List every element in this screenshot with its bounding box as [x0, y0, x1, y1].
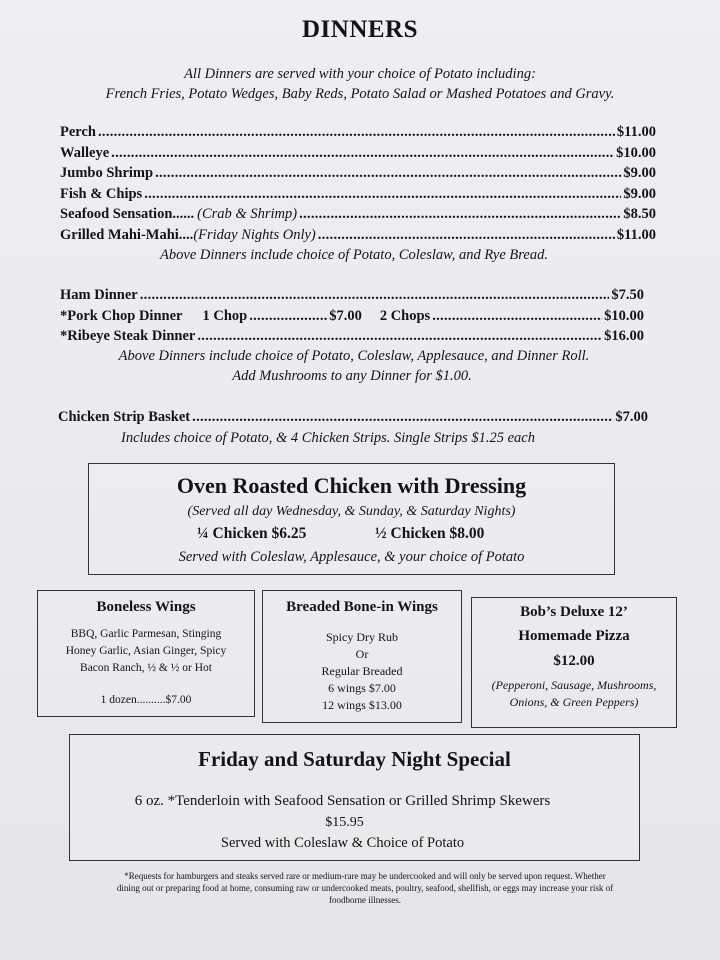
pizza-price: $12.00 — [553, 653, 595, 669]
pizza-title-line-2: Homemade Pizza — [518, 628, 630, 644]
menu-item-price: $11.00 — [616, 227, 656, 243]
weekend-special-box — [69, 734, 640, 861]
boneless-wings-price: 1 dozen..........$7.00 — [100, 694, 192, 706]
special-sides: Served with Coleslaw & Choice of Potato — [220, 835, 465, 851]
pizza-box — [471, 597, 677, 728]
menu-item — [60, 145, 656, 162]
food-safety-disclaimer — [80, 870, 650, 906]
roasted-chicken-box — [88, 463, 615, 575]
half-chicken-price: ½ Chicken $8.00 — [375, 525, 485, 542]
menu-item — [60, 287, 644, 304]
menu-item — [58, 409, 648, 426]
wing-flavors-line-3: Bacon Ranch, ½ & ½ or Hot — [80, 662, 212, 674]
menu-item — [60, 124, 656, 141]
menu-item-name: Grilled Mahi-Mahi.... — [60, 227, 194, 243]
two-chops-price: $10.00 — [604, 308, 644, 324]
wing-flavors-line-2: Honey Garlic, Asian Ginger, Spicy — [65, 645, 227, 657]
special-item: 6 oz. *Tenderloin with Seafood Sensation or Grilled Shrimp Skewers — [134, 793, 551, 809]
group2-footer: Above Dinners include choice of Potato, Coleslaw, Applesauce, and Dinner Roll. — [118, 348, 590, 364]
dot-leader — [299, 206, 621, 223]
menu-item-price: $7.00 — [615, 409, 648, 425]
menu-item-name: Jumbo Shrimp — [60, 165, 154, 181]
wing-flavors-line-1: BBQ, Garlic Parmesan, Stinging — [70, 628, 222, 640]
menu-item-note: (Crab & Shrimp) — [197, 206, 298, 222]
dot-leader — [111, 145, 614, 162]
bonein-wings-box — [262, 590, 462, 723]
menu-item-name: *Pork Chop Dinner — [60, 308, 183, 324]
bonein-wings-title: Breaded Bone-in Wings — [286, 599, 438, 615]
menu-item-price: $8.50 — [623, 206, 656, 222]
one-chop-price: $7.00 — [329, 308, 362, 324]
menu-item-note: (Friday Nights Only) — [193, 227, 316, 243]
intro-line-2: French Fries, Potato Wedges, Baby Reds, Potato Salad or Mashed Potatoes and Gravy. — [105, 86, 615, 102]
dot-leader — [98, 124, 615, 141]
chicken-strip-note: Includes choice of Potato, & 4 Chicken Strips. Single Strips $1.25 each — [121, 430, 535, 446]
roasted-chicken-sides: Served with Coleslaw, Applesauce, & your choice of Potato — [178, 549, 525, 565]
menu-item — [60, 328, 644, 345]
two-chops-label: 2 Chops — [379, 308, 431, 324]
menu-item-name: Seafood Sensation...... — [60, 206, 195, 222]
menu-item-name: Chicken Strip Basket — [58, 409, 191, 425]
menu-item-price: $11.00 — [616, 124, 656, 140]
menu-item-name: Perch — [60, 124, 96, 140]
mushroom-note: Add Mushrooms to any Dinner for $1.00. — [232, 368, 472, 384]
pizza-toppings-line-1: (Pepperoni, Sausage, Mushrooms, — [491, 678, 657, 692]
dot-leader — [432, 308, 602, 325]
menu-item-pork-chop — [60, 308, 644, 325]
bonein-line-4: 6 wings $7.00 — [328, 681, 396, 695]
menu-item-price: $10.00 — [616, 145, 656, 161]
menu-item-name: Walleye — [60, 145, 110, 161]
disclaimer-line-3: foodborne illnesses. — [329, 895, 401, 905]
menu-item — [60, 165, 656, 182]
quarter-chicken-price: ¼ Chicken $6.25 — [197, 525, 307, 542]
special-title: Friday and Saturday Night Special — [198, 747, 511, 771]
bonein-line-5: 12 wings $13.00 — [322, 698, 402, 712]
pizza-toppings-line-2: Onions, & Green Peppers) — [509, 695, 639, 709]
menu-item-name: *Ribeye Steak Dinner — [60, 328, 196, 344]
intro-line-1: All Dinners are served with your choice of Potato including: — [184, 66, 536, 82]
menu-item — [60, 186, 656, 203]
disclaimer-line-1: *Requests for hamburgers and steaks served rare or medium-rare may be undercooked and will only be served upon request. Whether — [124, 871, 606, 881]
roasted-chicken-title: Oven Roasted Chicken with Dressing — [176, 473, 527, 498]
menu-item-name: Fish & Chips — [60, 186, 143, 202]
dot-leader — [140, 287, 610, 304]
menu-item-name: Ham Dinner — [60, 287, 138, 303]
bonein-line-1: Spicy Dry Rub — [326, 630, 398, 644]
boneless-wings-title: Boneless Wings — [96, 599, 196, 615]
one-chop-label: 1 Chop — [202, 308, 248, 324]
special-price: $15.95 — [325, 815, 364, 830]
menu-item-price: $16.00 — [604, 328, 644, 344]
roasted-chicken-days: (Served all day Wednesday, & Sunday, & Saturday Nights) — [187, 504, 516, 519]
dot-leader — [192, 409, 613, 426]
pizza-title-line-1: Bob’s Deluxe 12’ — [520, 604, 628, 620]
menu-item-price: $7.50 — [611, 287, 644, 303]
dot-leader — [249, 308, 327, 325]
page-title: DINNERS — [301, 16, 419, 43]
dot-leader — [155, 165, 621, 182]
disclaimer-line-2: dining out or preparing food at home, consuming raw or undercooked meats, poultry, seafood, shellfish, or eggs may increase your risk of — [116, 883, 614, 893]
dot-leader — [144, 186, 621, 203]
bonein-line-2: Or — [355, 647, 369, 661]
dot-leader — [197, 328, 602, 345]
menu-item — [60, 206, 656, 223]
dot-leader — [318, 227, 615, 244]
menu-item-price: $9.00 — [623, 165, 656, 181]
menu-item — [60, 227, 656, 244]
group1-footer: Above Dinners include choice of Potato, Coleslaw, and Rye Bread. — [160, 247, 548, 263]
boneless-wings-box — [37, 590, 255, 717]
menu-item-price: $9.00 — [623, 186, 656, 202]
bonein-line-3: Regular Breaded — [321, 664, 403, 678]
